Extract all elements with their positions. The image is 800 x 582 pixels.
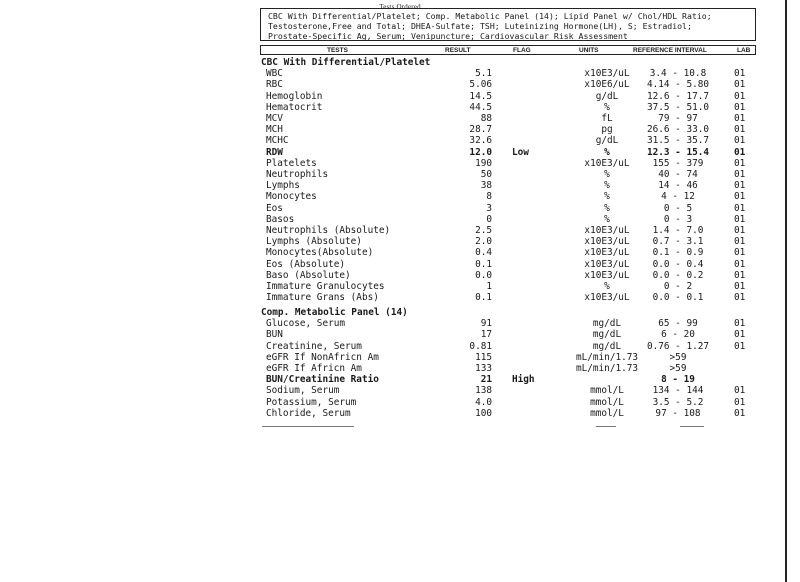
lab-code: 01 <box>734 169 746 180</box>
units-value: x10E3/uL <box>584 258 630 270</box>
test-name: Basos <box>266 213 295 225</box>
lab-code: 01 <box>734 292 746 304</box>
lab-code: 01 <box>734 269 746 281</box>
test-name: WBC <box>266 68 283 80</box>
ordered-line: Testosterone,Free and Total; DHEA-Sulfate; TSH; Luteinizing Hormone(LH), S; Estradiol; <box>268 21 692 31</box>
result-value: 100 <box>475 407 492 419</box>
reference-interval: 0.0 - 0.4 <box>652 258 704 270</box>
table-row <box>0 180 800 191</box>
table-row <box>0 102 800 113</box>
lab-code: 01 <box>734 213 746 225</box>
lab-code: 01 <box>734 191 746 203</box>
reference-interval: 4.14 - 5.80 <box>646 79 710 91</box>
table-row <box>0 363 800 374</box>
result-value: 14.5 <box>469 90 492 102</box>
tests-ordered-box <box>260 8 756 41</box>
result-value: 91 <box>480 318 492 330</box>
lab-code: 01 <box>734 68 746 80</box>
lab-code: 01 <box>734 385 746 397</box>
units-value: x10E3/uL <box>584 68 630 80</box>
test-name: Potassium, Serum <box>266 396 357 408</box>
test-name: Monocytes <box>266 191 317 203</box>
test-name: BUN <box>266 329 283 341</box>
table-row <box>0 147 800 158</box>
lab-code: 01 <box>734 225 746 236</box>
section-title: Comp. Metabolic Panel (14) <box>261 307 408 318</box>
lab-code: 01 <box>734 90 746 102</box>
lab-code: 01 <box>734 113 746 124</box>
column-header-row <box>260 45 756 55</box>
reference-interval: 134 - 144 <box>652 385 704 397</box>
units-value: x10E3/uL <box>584 247 630 259</box>
reference-interval: 155 - 379 <box>652 157 704 169</box>
table-row <box>0 281 800 292</box>
lab-code: 01 <box>734 146 746 158</box>
table-row <box>0 135 800 146</box>
units-value: x10E3/uL <box>584 157 630 169</box>
reference-interval: 12.6 - 17.7 <box>646 90 710 102</box>
units-value: % <box>604 202 610 214</box>
lab-code: 01 <box>734 236 746 248</box>
test-name: Immature Grans (Abs) <box>266 292 379 304</box>
table-row <box>0 292 800 303</box>
test-name: RBC <box>266 79 283 91</box>
lab-code: 01 <box>734 281 746 292</box>
test-name: MCV <box>266 113 283 124</box>
test-name: Eos (Absolute) <box>266 258 346 270</box>
result-value: 1 <box>486 281 492 292</box>
reference-interval: >59 <box>669 363 687 374</box>
test-name: Neutrophils (Absolute) <box>266 225 391 236</box>
table-row <box>0 247 800 258</box>
test-name: Hemoglobin <box>266 90 323 102</box>
result-value: 0 <box>486 213 492 225</box>
result-value: 190 <box>475 157 492 169</box>
result-value: 8 <box>486 191 492 203</box>
units-value: % <box>604 180 610 192</box>
test-name: Lymphs <box>266 180 300 192</box>
lab-code: 01 <box>734 318 746 330</box>
reference-interval: 0 - 2 <box>663 281 693 292</box>
units-value: mg/dL <box>592 340 622 352</box>
reference-interval: 8 - 19 <box>661 374 695 386</box>
result-value: 2.5 <box>475 225 492 236</box>
test-name: Glucose, Serum <box>266 318 346 330</box>
reference-interval: 3.4 - 10.8 <box>649 68 707 80</box>
result-value: 3 <box>486 202 492 214</box>
lab-code: 01 <box>734 202 746 214</box>
reference-interval: 97 - 108 <box>655 407 701 419</box>
result-value: 0.4 <box>475 247 492 259</box>
lab-code: 01 <box>734 340 746 352</box>
test-name: Lymphs (Absolute) <box>266 236 362 248</box>
units-value: g/dL <box>595 90 619 102</box>
result-value: 50 <box>480 169 492 180</box>
units-value: % <box>604 213 610 225</box>
test-name: Sodium, Serum <box>266 385 340 397</box>
reference-interval: 40 - 74 <box>658 169 698 180</box>
table-row <box>0 203 800 214</box>
table-row <box>0 91 800 102</box>
lab-code: 01 <box>734 396 746 408</box>
result-value: 138 <box>475 385 492 397</box>
table-row <box>0 397 800 408</box>
lab-code: 01 <box>734 101 746 113</box>
table-row <box>0 158 800 169</box>
result-value: 5.06 <box>469 79 492 91</box>
result-value: 2.0 <box>475 236 492 248</box>
lab-code: 01 <box>734 407 746 419</box>
result-value: 28.7 <box>469 124 492 136</box>
test-name: Baso (Absolute) <box>266 269 351 281</box>
table-row <box>0 329 800 340</box>
units-value: mmol/L <box>590 396 624 408</box>
reference-interval: 37.5 - 51.0 <box>646 101 710 113</box>
lab-code: 01 <box>734 157 746 169</box>
units-value: % <box>604 169 610 180</box>
lab-code: 01 <box>734 79 746 91</box>
table-row <box>0 68 800 79</box>
result-value: 21 <box>480 374 492 386</box>
table-row <box>0 113 800 124</box>
units-value: g/dL <box>595 135 619 147</box>
units-value: % <box>604 146 610 158</box>
units-value: fL <box>601 113 613 124</box>
result-value: 0.81 <box>469 340 492 352</box>
result-value: 0.1 <box>475 258 492 270</box>
tests-ordered-label: Tests Ordered <box>379 3 421 11</box>
result-value: 32.6 <box>469 135 492 147</box>
table-row <box>0 374 800 385</box>
result-value: 12.0 <box>469 146 492 158</box>
col-reference: REFERENCE INTERVAL <box>633 47 707 54</box>
table-row <box>0 352 800 363</box>
table-row <box>0 259 800 270</box>
units-value: mL/min/1.73 <box>575 363 639 374</box>
reference-interval: 26.6 - 33.0 <box>646 124 710 136</box>
units-value: x10E3/uL <box>584 292 630 304</box>
reference-interval: 0.7 - 3.1 <box>652 236 704 248</box>
result-value: 133 <box>475 363 492 374</box>
table-row <box>0 79 800 90</box>
units-value: mL/min/1.73 <box>575 351 639 363</box>
units-value: % <box>604 191 610 203</box>
result-value: 38 <box>480 180 492 192</box>
units-value: mmol/L <box>590 385 624 397</box>
units-value: x10E3/uL <box>584 225 630 236</box>
lab-code: 01 <box>734 135 746 147</box>
reference-interval: 0 - 5 <box>663 202 693 214</box>
reference-interval: 65 - 99 <box>658 318 698 330</box>
lab-code: 01 <box>734 329 746 341</box>
table-row <box>0 270 800 281</box>
reference-interval: 6 - 20 <box>661 329 695 341</box>
footer-rule <box>596 426 616 427</box>
result-value: 5.1 <box>475 68 492 80</box>
test-name: eGFR If NonAfricn Am <box>266 351 379 363</box>
units-value: % <box>604 281 610 292</box>
table-row <box>0 408 800 419</box>
lab-code: 01 <box>734 124 746 136</box>
result-value: 44.5 <box>469 101 492 113</box>
lab-code: 01 <box>734 258 746 270</box>
test-name: Eos <box>266 202 283 214</box>
reference-interval: >59 <box>669 351 687 363</box>
reference-interval: 3.5 - 5.2 <box>652 396 704 408</box>
reference-interval: 0.1 - 0.9 <box>652 247 704 259</box>
footer-rule <box>262 426 354 427</box>
table-row <box>0 236 800 247</box>
units-value: pg <box>601 124 613 136</box>
test-name: Monocytes(Absolute) <box>266 247 374 259</box>
result-value: 0.1 <box>475 292 492 304</box>
result-value: 88 <box>480 113 492 124</box>
test-name: MCH <box>266 124 283 136</box>
footer-rule <box>680 426 704 427</box>
result-value: 4.0 <box>475 396 492 408</box>
flag-value: High <box>512 374 535 386</box>
reference-interval: 14 - 46 <box>658 180 698 192</box>
result-value: 0.0 <box>475 269 492 281</box>
reference-interval: 0.0 - 0.1 <box>652 292 704 304</box>
table-row <box>0 169 800 180</box>
reference-interval: 12.3 - 15.4 <box>646 146 710 158</box>
test-name: MCHC <box>266 135 289 147</box>
reference-interval: 31.5 - 35.7 <box>646 135 710 147</box>
ordered-line: Prostate-Specific Ag, Serum; Venipuncture; Cardiovascular Risk Assessment <box>268 31 628 41</box>
test-name: Creatinine, Serum <box>266 340 362 352</box>
reference-interval: 1.4 - 7.0 <box>652 225 704 236</box>
lab-code: 01 <box>734 180 746 192</box>
col-tests: TESTS <box>327 47 348 54</box>
col-flag: FLAG <box>513 47 531 54</box>
reference-interval: 0 - 3 <box>663 213 693 225</box>
table-row <box>0 318 800 329</box>
reference-interval: 4 - 12 <box>661 191 695 203</box>
units-value: x10E6/uL <box>584 79 630 91</box>
table-row <box>0 385 800 396</box>
result-value: 17 <box>480 329 492 341</box>
test-name: Hematocrit <box>266 101 323 113</box>
table-row <box>0 225 800 236</box>
table-row <box>0 124 800 135</box>
test-name: RDW <box>266 146 283 158</box>
lab-code: 01 <box>734 247 746 259</box>
ordered-line: CBC With Differential/Platelet; Comp. Metabolic Panel (14); Lipid Panel w/ Chol/HDL Ratio; <box>268 11 712 21</box>
table-row <box>0 214 800 225</box>
units-value: mg/dL <box>592 318 622 330</box>
test-name: Neutrophils <box>266 169 329 180</box>
table-row <box>0 341 800 352</box>
test-name: Chloride, Serum <box>266 407 351 419</box>
section-title: CBC With Differential/Platelet <box>261 57 431 68</box>
test-name: Immature Granulocytes <box>266 281 385 292</box>
units-value: % <box>604 101 610 113</box>
units-value: x10E3/uL <box>584 269 630 281</box>
test-name: BUN/Creatinine Ratio <box>266 374 379 386</box>
result-value: 115 <box>475 351 492 363</box>
col-units: UNITS <box>579 47 599 54</box>
reference-interval: 0.76 - 1.27 <box>646 340 710 352</box>
test-name: Platelets <box>266 157 317 169</box>
reference-interval: 79 - 97 <box>658 113 698 124</box>
col-result: RESULT <box>445 47 471 54</box>
flag-value: Low <box>512 146 529 158</box>
test-name: eGFR If Africn Am <box>266 363 362 374</box>
col-lab: LAB <box>737 47 751 54</box>
table-row <box>0 191 800 202</box>
units-value: mmol/L <box>590 407 624 419</box>
reference-interval: 0.0 - 0.2 <box>652 269 704 281</box>
units-value: mg/dL <box>592 329 622 341</box>
units-value: x10E3/uL <box>584 236 630 248</box>
